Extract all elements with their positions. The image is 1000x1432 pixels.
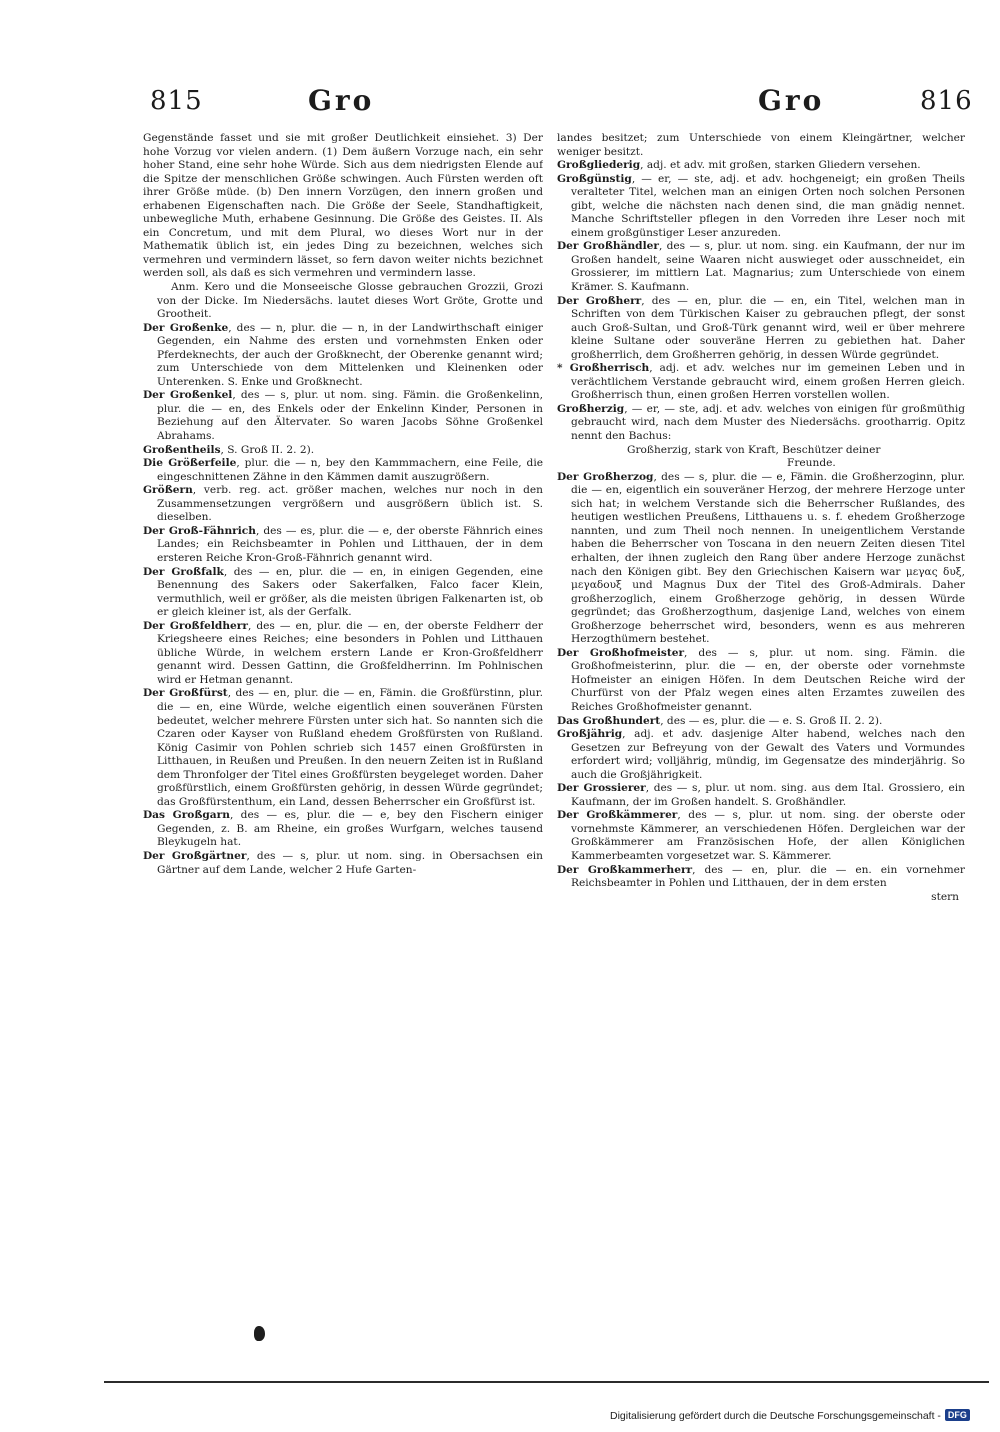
entry-text: , des — s, plur. ut nom. sing. der oberste oder vornehmste Kämmerer, an verschiedenen Höfen. Dergleichen war der Großkämmerer am Französischen Hofe, der allen Königlichen Kammerbeamten vorgesetzet war. S. Kämmerer.: [571, 809, 965, 862]
right-column: [557, 132, 965, 1222]
entry-headword: Das Großhundert: [557, 714, 661, 727]
dictionary-entry: [557, 173, 965, 241]
entry-headword: Das Großgarn: [143, 809, 230, 822]
dictionary-entry: [143, 322, 543, 390]
entry-text: , S. Groß II. 2. 2).: [220, 443, 315, 456]
dictionary-entry: [143, 809, 543, 850]
dictionary-entry: [143, 484, 543, 525]
dictionary-entry: [143, 687, 543, 809]
dictionary-entry: [557, 403, 965, 444]
dictionary-entry: [557, 240, 965, 294]
entry-headword: Großgliederig: [557, 159, 641, 172]
dictionary-entry: [557, 471, 965, 647]
footer-credit: [610, 1409, 970, 1425]
entry-text: , des — s, plur. ut nom. sing. in Obersachsen ein Gärtner auf dem Lande, welcher 2 Hufe Garten-: [157, 849, 543, 876]
dictionary-entry: [557, 864, 965, 891]
entry-headword: Der Großkämmerer: [557, 809, 678, 822]
dictionary-entry: [557, 809, 965, 863]
entry-text: , adj. et adv. welches nur im gemeinen Leben und in verächtlichem Verstande gebraucht wird, einem großen Herren gleich. Großherrisch thun, einen großen Herren vorstellen wollen.: [571, 362, 965, 402]
entry-text: , des — s, plur. ut nom. sing. Fämin. die Großenkelinn, plur. die — en, des Enkels oder der Enkelinn Kinder, Personen in Beziehung auf den Ältervater. So waren Jacobs Söhne Großenkel Abrahams.: [157, 389, 543, 443]
entry-headword: Größern: [143, 484, 193, 497]
dictionary-entry: [143, 850, 543, 877]
right-entries-b: [557, 471, 965, 891]
right-page-number: 816: [920, 86, 973, 116]
entry-headword: Der Großgärtner: [143, 849, 247, 862]
entry-text: , des — es, plur. die — e, der oberste Fähnrich eines Landes; ein Reichsbeamter in Pohlen und Litthauen, der in dem ersteren Reiche Kron-Groß-Fähnrich genannt wird.: [157, 524, 543, 564]
entry-headword: Großentheils: [143, 443, 221, 456]
left-page-number: 815: [150, 86, 203, 116]
entry-headword: Der Großenke: [143, 321, 229, 334]
entry-text: , adj. et adv. mit großen, starken Gliedern versehen.: [640, 159, 921, 172]
entry-text: , des — s, plur. ut nom. sing. Fämin. die Großhofmeisterinn, plur. die — en, der oberste oder vornehmste Hofmeister an einigen Höfen. In dem Deutschen Reiche wird der Churfürst von der Pfalz wegen eines alten Erzamtes zuweilen des Reiches Großhofmeister genannt.: [571, 646, 965, 713]
entry-text: , des — es, plur. die — e, bey den Fischern einiger Gegenden, z. B. am Rheine, ein großes Wurfgarn, welches tausend Bleykugeln hat.: [157, 809, 543, 849]
entry-text: , des — es, plur. die — e. S. Groß II. 2. 2).: [660, 714, 883, 727]
entry-headword: Die Größerfeile: [143, 457, 237, 470]
dictionary-entry: [557, 362, 965, 403]
left-note: Anm. Kero und die Monseeische Glosse gebrauchen Grozzii, Grozi von der Dicke. Im Niedersächs. lautet dieses Wort Gröte, Grotte und Grootheit.: [157, 281, 543, 321]
dictionary-entry: [143, 620, 543, 688]
entry-text: , des — s, plur. ut nom. sing. ein Kaufmann, der nur im Großen handelt, seine Waaren nicht auswieget oder ausschneidet, ein Grossierer, im mittlern Lat. Magnarius; zum Unterschiede von einem Krämer. S. Kaufmann.: [571, 240, 965, 294]
dictionary-entry: [143, 525, 543, 566]
left-running-head: Gro: [308, 84, 375, 117]
entry-text: , des — en, plur. die — en, in einigen Gegenden, eine Benennung des Sakers oder Sakerfalken, Falco facer Klein, vermuthlich, weil er größer, als die meisten übrigen Falkenarten ist, ob er gleich kleiner ist, als der Gerfalk.: [157, 565, 543, 619]
entry-text: , des — en, plur. die — en, Fämin. die Großfürstinn, plur. die — en, eine Würde, welche eigentlich einen souveränen Fürsten bedeutet, welcher mehrere Fürsten unter sich hat. So nannten sich die Czaren oder Kayser von Rußland ehedem Großfürsten von Rußland. König Casimir von Pohlen schrieb sich 1457 einen Großfürsten in Litthauen, in Reußen und Preußen. In den neuern Zeiten ist in Rußland dem Thronfolger der Titel eines Großfürsten beygeleget worden. Daher großfürstlich, einem Großfürsten gehörig, in dessen Würde gegründet; das Großfürstenthum, ein Land, dessen Beherrscher ein Großfürst ist.: [157, 687, 543, 808]
right-intro-paragraph: landes besitzet; zum Unterschiede von einem Kleingärtner, welcher weniger besitzt.: [557, 132, 965, 158]
left-entries: [143, 322, 543, 877]
verse-line-2: Freunde.: [787, 457, 836, 470]
right-running-head: Gro: [758, 84, 825, 117]
left-intro-paragraph: Gegenstände fasset und sie mit großer Deutlichkeit einsiehet. 3) Der hohe Vorzug vor vielen andern. (1) Dem äußern Vorzuge nach, ein sehr hoher Stand, eine sehr hohe Würde. Sich aus dem niedrigsten Elende auf die Spitze der menschlichen Größe schwingen. Auch Fürsten werden oft ihrer Größe müde. (b) Den innern Vorzügen, den innern großen und erhabenen Eigenschaften nach. Die Größe der Seele, Standhaftigkeit, unbewegliche Muth, erhabene Gesinnung. Die Größe des Geistes. II. Als ein Concretum, und mit dem Plural, wo dieses Wort nur in der Mathematik üblich ist, ein jedes Ding zu bezeichnen, welches sich vermehren und vermindern lässet, so fern davon weiter nichts bezichnet werden soll, als daß es sich vermehren und vermindern lasse.: [143, 132, 543, 280]
entry-headword: Großjährig: [557, 728, 623, 741]
entry-text: , — er, — ste, adj. et adv. hochgeneigt; ein großen Theils veralteter Titel, welchen man an einigen Orten noch solchen Personen gibt, welche die nächsten nach denen sind, die man gnädig nennet. Manche Schriftsteller pflegen in den Vorreden ihre Leser noch mit einem großgünstiger Leser anzureden.: [571, 172, 965, 239]
left-column: [143, 132, 543, 1217]
page-header: [140, 78, 973, 118]
entry-headword: Großgünstig: [557, 172, 632, 185]
dictionary-entry: [557, 295, 965, 363]
dictionary-entry: [143, 457, 543, 484]
dictionary-entry: [143, 389, 543, 443]
entry-text: , des — s, plur. die — e, Fämin. die Großherzoginn, plur. die — en, eigentlich ein souveräner Herzog, der mehrere Herzoge unter sich hat; in welchem Verstande sich die Beherrscher Rußlandes, des heutigen westlichen Preußens, Litthauens u. s. f. ehedem Großherzoge nannten, und zum Theil noch nennen. In uneigentlichem Verstande haben die Beherrscher von Toscana in den neuern Zeiten diesen Titel erhalten, der ihnen zugleich den Rang über andere Herzoge zunächst nach den Königen gibt. Bey den Griechischen Kaisern war μεγας δυξ, μεγαδουξ und Magnus Dux der Titel des Groß-Admirals. Daher großherzoglich, einem Großherzoge gehörig, in dessen Würde gegründet; das Großherzogthum, dasjenige Land, welches von einem Großherzoge beherrschet wird, besonders, wenn es aus mehreren Herzogthümern bestehet.: [571, 470, 965, 646]
dictionary-entry: [557, 159, 965, 173]
entry-text: , des — en, plur. die — en, ein Titel, welchen man in Schriften von dem Türkischen Kaiser zu gebrauchen pflegt, der sonst auch Groß-Sultan, und Groß-Türk genannt wird, weil er über mehrere kleine Sultane oder souveräne Herren zu gebiethen hat. Daher großherrlich, dem Großherren gehörig, in dessen Würde gegründet.: [571, 294, 965, 361]
dictionary-entry: [143, 566, 543, 620]
entry-headword: Der Großenkel: [143, 389, 233, 402]
entry-text: , des — en, plur. die — en, der oberste Feldherr der Kriegsheere eines Reiches; eine besonders in Pohlen und Litthauen übliche Würde, in welchem erstern Lande er Kron-Großfeldherr genannt wird. Dessen Gattinn, die Großfeldherrinn. Im Pohlnischen wird er Hetman genannt.: [157, 619, 543, 686]
entry-headword: Der Groß-Fähnrich: [143, 524, 256, 537]
entry-headword: Der Großhofmeister: [557, 646, 685, 659]
entry-text: , verb. reg. act. größer machen, welches nur noch in den Zusammensetzungen vergrößern und ausgrößern üblich ist. S. dieselben.: [157, 484, 543, 524]
ink-blot: [254, 1326, 265, 1341]
verse-line-1: Großherzig, stark von Kraft, Beschützer deiner: [627, 443, 881, 456]
dictionary-entry: [143, 444, 543, 458]
entry-headword: Der Großhändler: [557, 240, 659, 253]
dictionary-entry: [557, 715, 965, 729]
dictionary-entry: [557, 728, 965, 782]
entry-headword: Der Großkammerherr: [557, 863, 693, 876]
entry-text: , plur. die — n, bey den Kammmachern, eine Feile, die eingeschnittenen Zähne in den Kämmen damit auszugrößern.: [157, 457, 543, 483]
entry-headword: Großherzig: [557, 402, 625, 415]
dfg-logo: DFG: [945, 1409, 970, 1421]
entry-text: , adj. et adv. dasjenige Alter habend, welches nach den Gesetzen zur Befreyung von der Gewalt des Vaters und Vormundes erfordert wird; volljährig, mündig, im Gegensatze des minderjährig. So auch die Großjährigkeit.: [571, 728, 965, 781]
catchword: stern: [931, 890, 959, 903]
page-bottom-rule: [104, 1381, 989, 1383]
footer-text: Digitalisierung gefördert durch die Deutsche Forschungsgemeinschaft -: [610, 1410, 941, 1422]
dictionary-entry: [557, 782, 965, 809]
dictionary-entry: [557, 647, 965, 715]
entry-text: , des — s, plur. ut nom. sing. aus dem Ital. Grossiero, ein Kaufmann, der im Großen handelt. S. Großhändler.: [571, 782, 965, 808]
entry-headword: * Großherrisch: [557, 362, 650, 375]
entry-text: , des — en, plur. die — en. ein vornehmer Reichsbeamter in Pohlen und Litthauen, der in dem ersten: [571, 863, 965, 890]
entry-headword: Der Großherzog: [557, 470, 654, 483]
entry-headword: Der Grossierer: [557, 782, 646, 795]
entry-text: , — er, — ste, adj. et adv. welches von einigen für großmüthig gebraucht wird, nach dem Muster des Niedersächs. grootharrig. Opitz nennt den Bachus:: [571, 402, 965, 443]
entry-headword: Der Großfeldherr: [143, 619, 248, 632]
entry-text: , des — n, plur. die — n, in der Landwirthschaft einiger Gegenden, ein Nahme des ersten und vornehmsten Enken oder Pferdeknechts, der auch der Großknecht, der Oberenke genannt wird; zum Unterschiede von dem Mittelenken und Kleinenken oder Unterenken. S. Enke und Großknecht.: [157, 321, 543, 388]
entry-headword: Der Großherr: [557, 294, 642, 307]
entry-headword: Der Großfürst: [143, 687, 228, 700]
entry-headword: Der Großfalk: [143, 565, 224, 578]
right-entries-a: [557, 159, 965, 443]
